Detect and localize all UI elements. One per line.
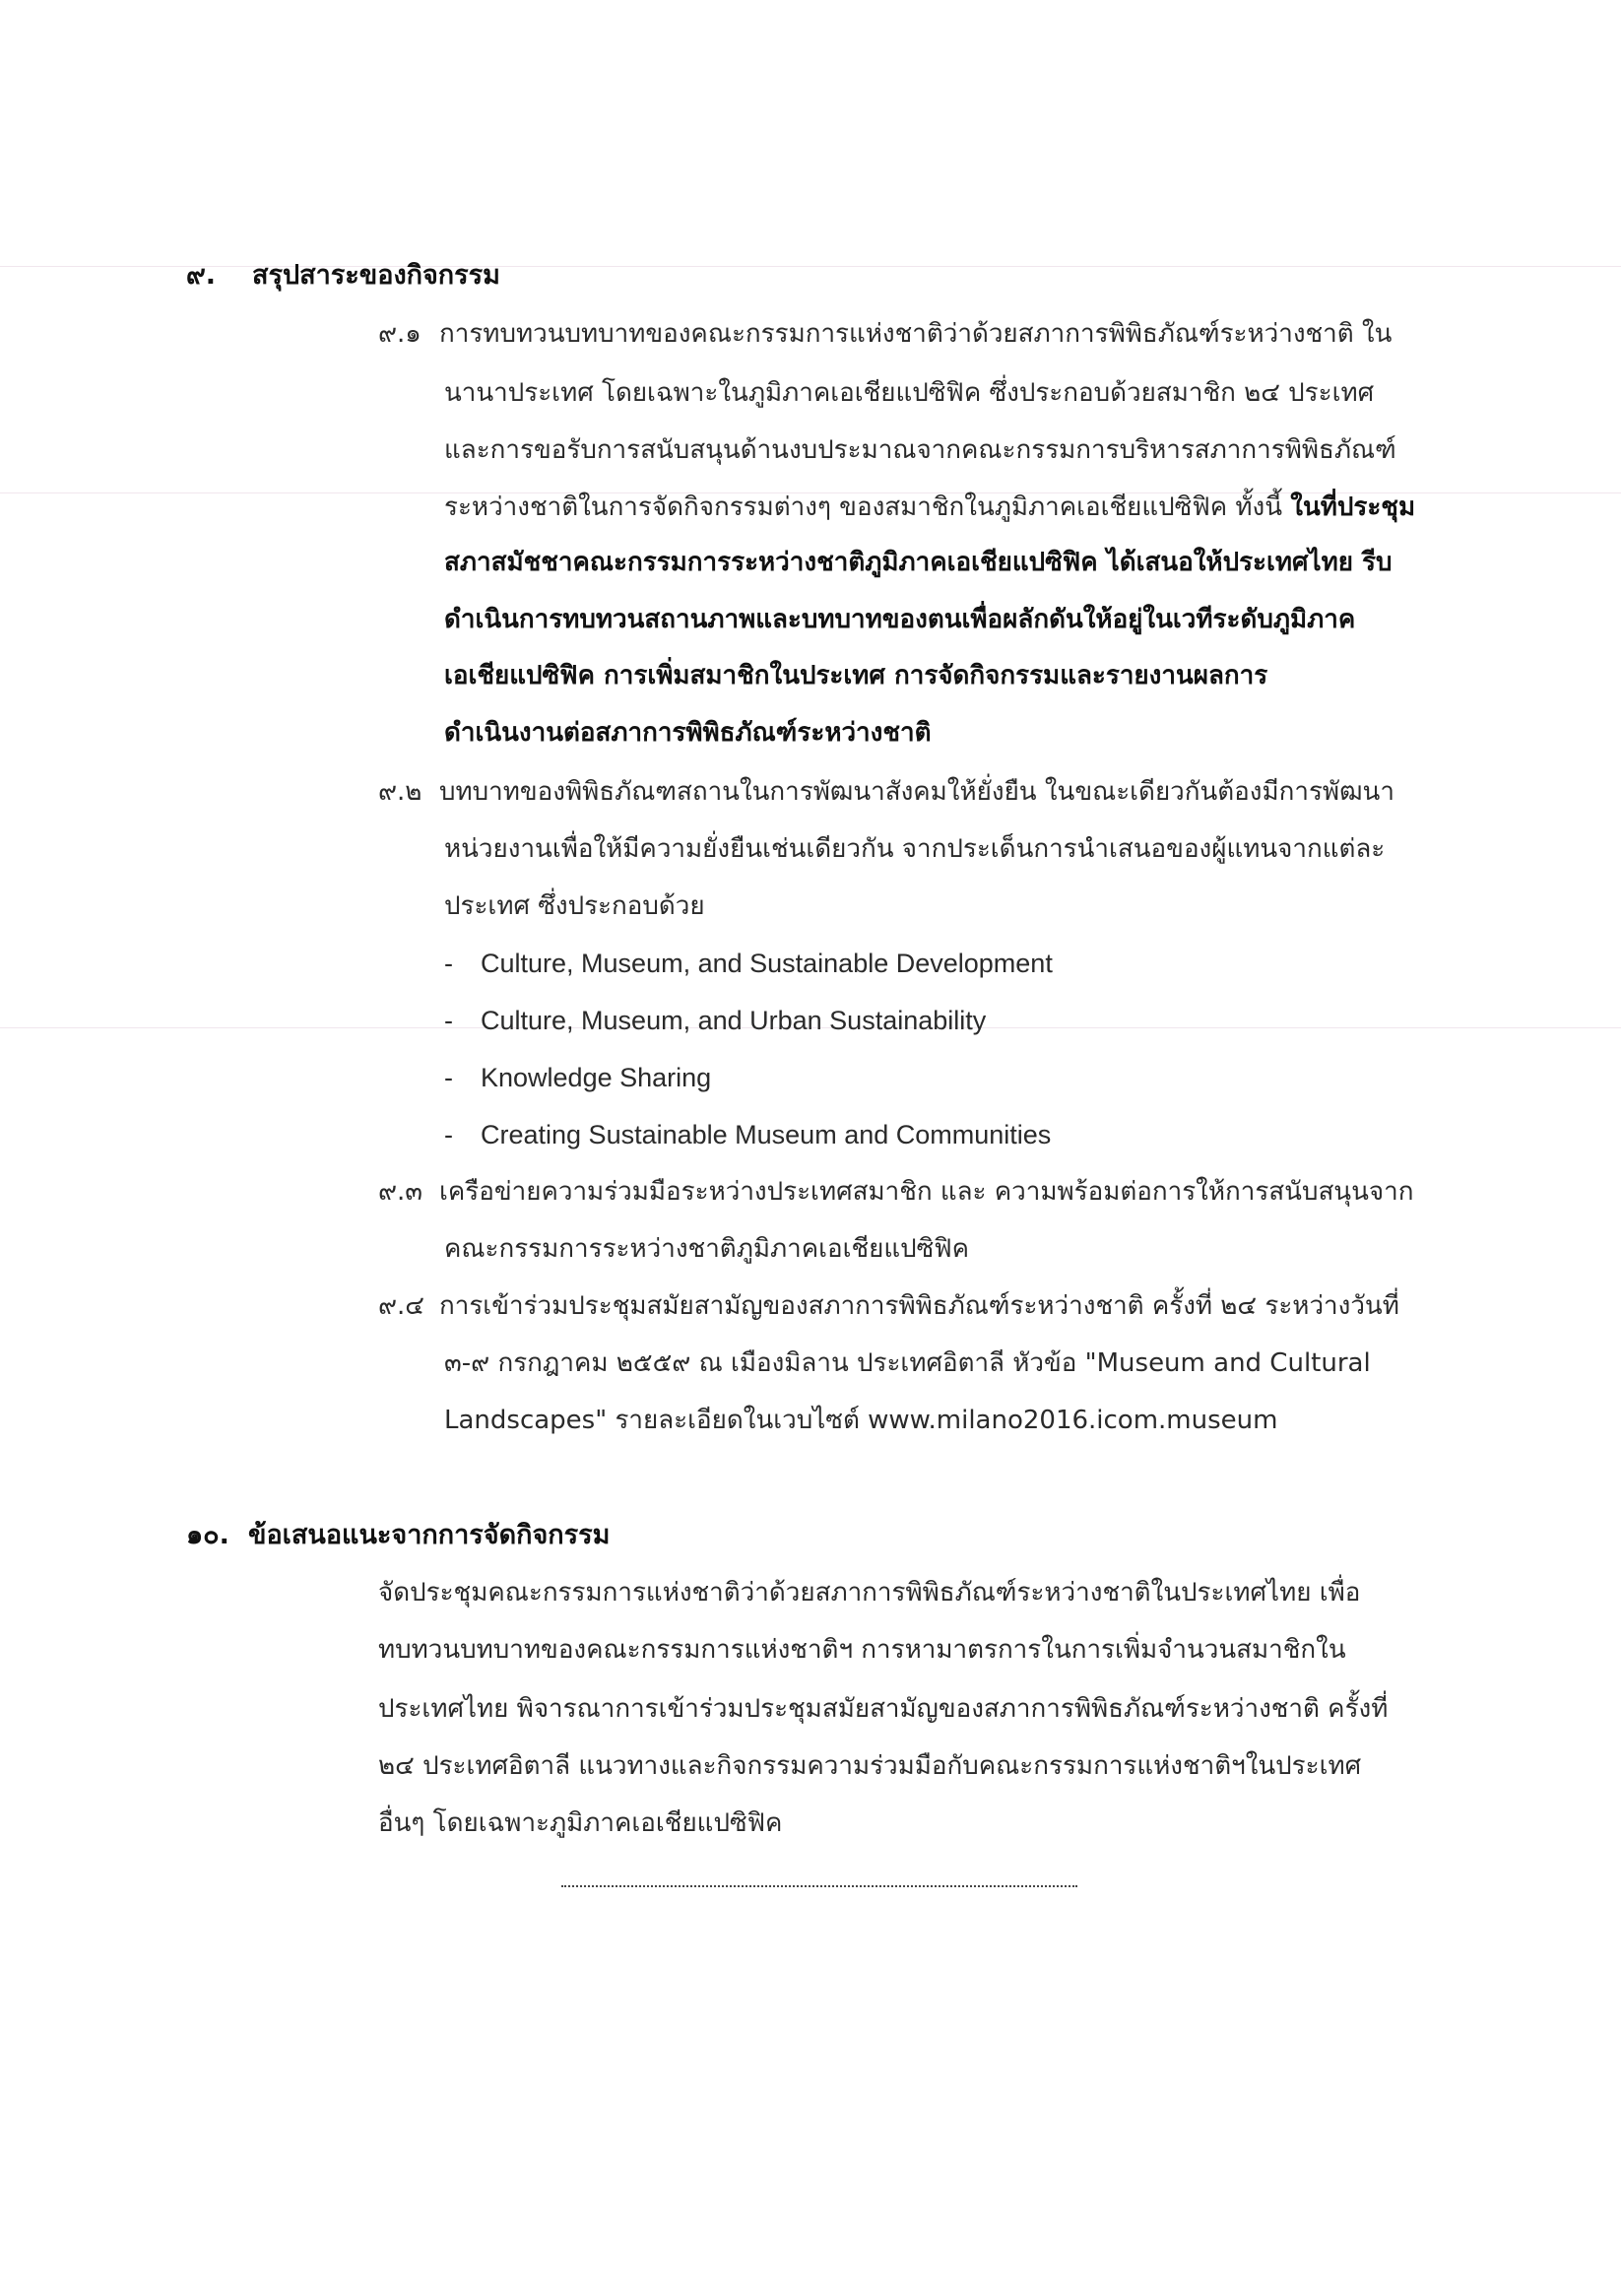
section-10-line: ทบทวนบทบาทของคณะกรรมการแห่งชาติฯ การหามาตรการในการเพิ่มจำนวนสมาชิกใน xyxy=(378,1635,1346,1665)
item-9-4-number: ๙.๔ xyxy=(378,1291,424,1321)
item-9-1-bold-text: ในที่ประชุม xyxy=(1290,492,1416,522)
item-9-1-bold-line: ดำเนินงานต่อสภาการพิพิธภัณฑ์ระหว่างชาติ xyxy=(444,718,932,748)
item-9-2-line: ประเทศ ซึ่งประกอบด้วย xyxy=(444,891,705,921)
bullet-dash: - xyxy=(444,1063,453,1092)
item-9-1-line: และการขอรับการสนับสนุนด้านงบประมาณจากคณะกรรมการบริหารสภาการพิพิธภัณฑ์ xyxy=(444,435,1396,465)
section-10-line: ๒๔ ประเทศอิตาลี แนวทางและกิจกรรมความร่วมมือกับคณะกรรมการแห่งชาติฯในประเทศ xyxy=(378,1751,1362,1781)
section-10-title: ข้อเสนอแนะจากการจัดกิจกรรม xyxy=(248,1520,611,1550)
end-dotted-separator xyxy=(561,1871,1077,1887)
section-9-number: ๙. xyxy=(186,260,217,291)
item-9-4-line: ๓-๙ กรกฎาคม ๒๕๕๙ ณ เมืองมิลาน ประเทศอิตาลี หัวข้อ "Museum and Cultural xyxy=(444,1348,1371,1378)
section-10-line: อื่นๆ โดยเฉพาะภูมิภาคเอเชียแปซิฟิค xyxy=(378,1808,783,1838)
bullet-dash: - xyxy=(444,1006,453,1035)
item-9-4-line: การเข้าร่วมประชุมสมัยสามัญของสภาการพิพิธภัณฑ์ระหว่างชาติ ครั้งที่ ๒๔ ระหว่างวันที่ xyxy=(439,1291,1399,1321)
item-9-3-line: เครือข่ายความร่วมมือระหว่างประเทศสมาชิก และ ความพร้อมต่อการให้การสนับสนุนจาก xyxy=(439,1177,1414,1207)
scan-artifact-line xyxy=(0,266,1621,267)
bullet-dash: - xyxy=(444,949,453,978)
bullet-item: Knowledge Sharing xyxy=(481,1063,712,1092)
bullet-item: Culture, Museum, and Urban Sustainability xyxy=(481,1006,987,1035)
section-10-line: ประเทศไทย พิจารณาการเข้าร่วมประชุมสมัยสามัญของสภาการพิพิธภัณฑ์ระหว่างชาติ ครั้งที่ xyxy=(378,1694,1389,1724)
section-10-line: จัดประชุมคณะกรรมการแห่งชาติว่าด้วยสภาการพิพิธภัณฑ์ระหว่างชาติในประเทศไทย เพื่อ xyxy=(378,1578,1361,1607)
item-9-1-line: การทบทวนบทบาทของคณะกรรมการแห่งชาติว่าด้วยสภาการพิพิธภัณฑ์ระหว่างชาติ ใน xyxy=(439,319,1393,349)
item-9-1-bold-line: เอเชียแปซิฟิค การเพิ่มสมาชิกในประเทศ การจัดกิจกรรมและรายงานผลการ xyxy=(444,661,1268,690)
item-9-1-number: ๙.๑ xyxy=(378,319,421,349)
section-9-title: สรุปสาระของกิจกรรม xyxy=(252,260,500,291)
section-10-number: ๑๐. xyxy=(186,1520,229,1550)
item-9-4-line: Landscapes" รายละเอียดในเวบไซต์ www.milano2016.icom.museum xyxy=(444,1406,1278,1435)
item-9-1-line xyxy=(444,488,1415,527)
item-9-1-bold-line: ดำเนินการทบทวนสถานภาพและบทบาทของตนเพื่อผลักดันให้อยู่ในเวทีระดับภูมิภาค xyxy=(444,605,1356,634)
item-9-1-line: นานาประเทศ โดยเฉพาะในภูมิภาคเอเชียแปซิฟิค ซึ่งประกอบด้วยสมาชิก ๒๔ ประเทศ xyxy=(444,378,1375,408)
item-9-2-number: ๙.๒ xyxy=(378,777,422,807)
item-9-1-bold-line: สภาสมัชชาคณะกรรมการระหว่างชาติภูมิภาคเอเชียแปซิฟิค ได้เสนอให้ประเทศไทย รีบ xyxy=(444,548,1393,577)
item-9-2-line: บทบาทของพิพิธภัณฑสถานในการพัฒนาสังคมให้ยั่งยืน ในขณะเดียวกันต้องมีการพัฒนา xyxy=(439,777,1394,807)
item-9-2-line: หน่วยงานเพื่อให้มีความยั่งยืนเช่นเดียวกัน จากประเด็นการนำเสนอของผู้แทนจากแต่ละ xyxy=(444,834,1386,864)
item-9-1-text: ระหว่างชาติในการจัดกิจกรรมต่างๆ ของสมาชิกในภูมิภาคเอเชียแปซิฟิค ทั้งนี้ xyxy=(444,492,1291,522)
bullet-dash: - xyxy=(444,1120,453,1149)
bullet-item: Creating Sustainable Museum and Communities xyxy=(481,1120,1052,1149)
item-9-3-line: คณะกรรมการระหว่างชาติภูมิภาคเอเชียแปซิฟิค xyxy=(444,1234,970,1264)
item-9-3-number: ๙.๓ xyxy=(378,1177,423,1207)
bullet-item: Culture, Museum, and Sustainable Development xyxy=(481,949,1053,978)
